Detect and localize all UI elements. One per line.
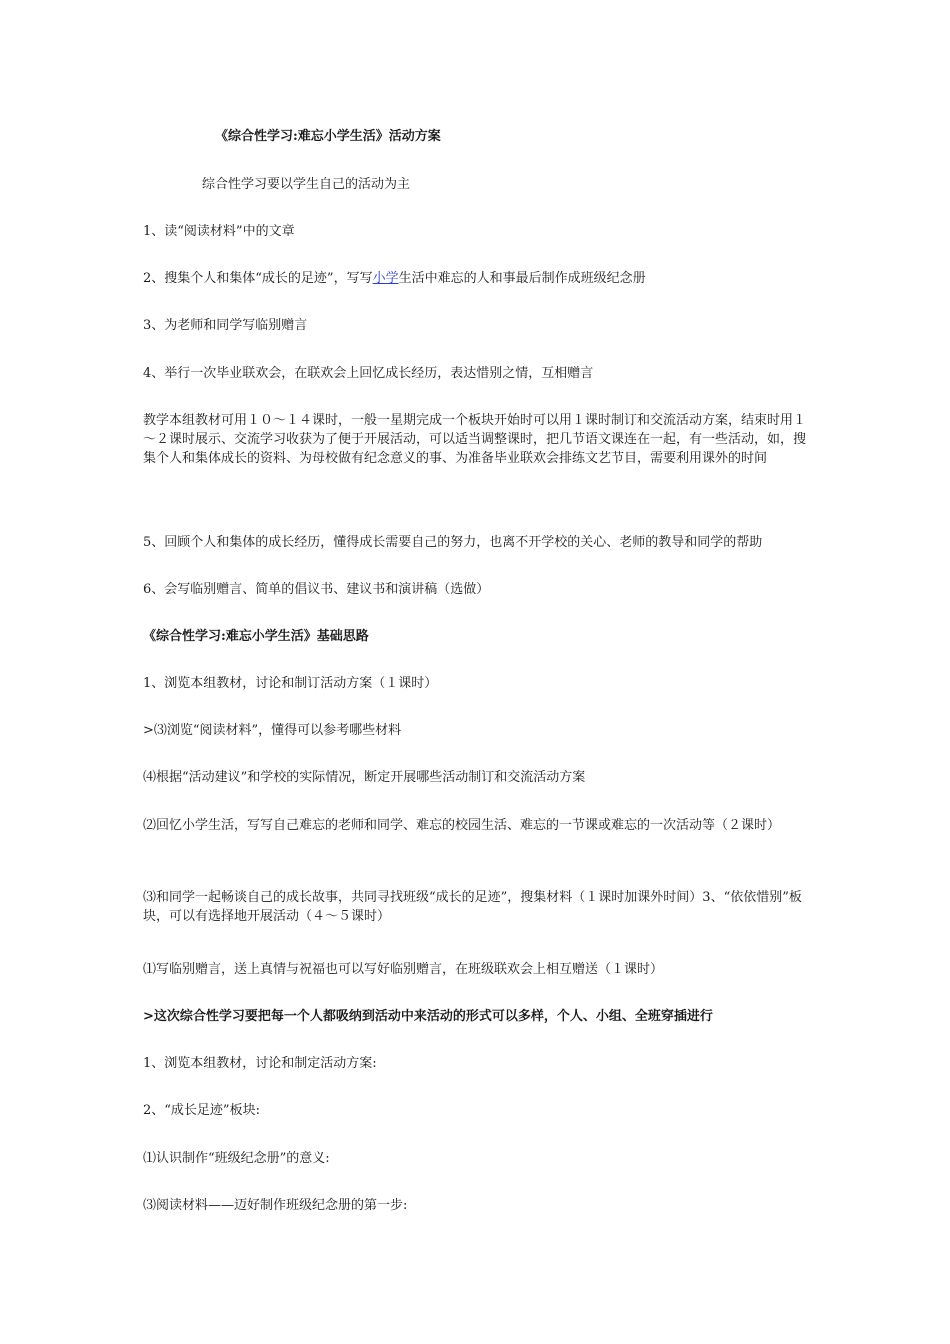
step-item-2: >⑶浏览“阅读材料”，懂得可以参考哪些材料 [143, 723, 402, 738]
step-item-6: ⑴写临别赠言，送上真情与祝福也可以写好临别赠言，在班级联欢会上相互赠送（１课时） [143, 962, 664, 977]
list-item-3: 3、为老师和同学写临别赠言 [143, 318, 308, 333]
list-item-2-text-b: 生活中难忘的人和事最后制作成班级纪念册 [398, 271, 646, 286]
plan-item-1: 1、浏览本组教材，讨论和制定活动方案: [143, 1056, 377, 1071]
list-item-2-text-a: 2、搜集个人和集体“成长的足迹”，写写 [143, 271, 373, 286]
xiaoxue-link[interactable]: 小学 [372, 271, 399, 286]
teaching-paragraph: 教学本组教材可用１０～１４课时，一般一星期完成一个板块开始时可以用１课时制订和交流活动方案，结束时用１～２课时展示、交流学习收获为了便于开展活动，可以适当调整课时，把几节语文课连在一起，有一些活动，如，搜集个人和集体成长的资料、为母校做有纪念意义的事、为准备毕业联欢会排练文艺节目，需要利用课外的时间 [143, 413, 807, 466]
section-heading-basic-ideas: 《综合性学习:难忘小学生活》基础思路 [143, 629, 369, 644]
doc-title: 《综合性学习:难忘小学生活》活动方案 [215, 129, 441, 144]
list-item-5: 5、回顾个人和集体的成长经历，懂得成长需要自己的努力，也离不开学校的关心、老师的教导和同学的帮助 [143, 535, 763, 550]
step-item-4: ⑵回忆小学生活，写写自己难忘的老师和同学、难忘的校园生活、难忘的一节课或难忘的一次活动等（２课时） [143, 818, 781, 833]
list-item-1: 1、读“阅读材料”中的文章 [143, 224, 295, 239]
list-item-4: 4、举行一次毕业联欢会，在联欢会上回忆成长经历，表达惜别之情，互相赠言 [143, 366, 594, 381]
list-item-2 [143, 270, 811, 288]
section-heading-activity-form: >这次综合性学习要把每一个人都吸纳到活动中来活动的形式可以多样，个人、小组、全班穿插进行 [143, 1009, 713, 1024]
list-item-6: 6、会写临别赠言、简单的倡议书、建议书和演讲稿（选做） [143, 582, 490, 597]
plan-item-3: ⑴认识制作“班级纪念册”的意义: [143, 1151, 330, 1166]
step-item-5: ⑶和同学一起畅谈自己的成长故事，共同寻找班级“成长的足迹”，搜集材料（１课时加课外时间）3、“依依惜别”板块，可以有选择地开展活动（４～５课时） [143, 890, 802, 924]
plan-item-4: ⑶阅读材料——迈好制作班级纪念册的第一步: [143, 1198, 408, 1213]
step-item-1: 1、浏览本组教材，讨论和制订活动方案（１课时） [143, 676, 438, 691]
step-item-3: ⑷根据“活动建议”和学校的实际情况，断定开展哪些活动制订和交流活动方案 [143, 770, 586, 785]
plan-item-2: 2、“成长足迹”板块: [143, 1103, 260, 1118]
doc-subtitle: 综合性学习要以学生自己的活动为主 [202, 177, 411, 192]
